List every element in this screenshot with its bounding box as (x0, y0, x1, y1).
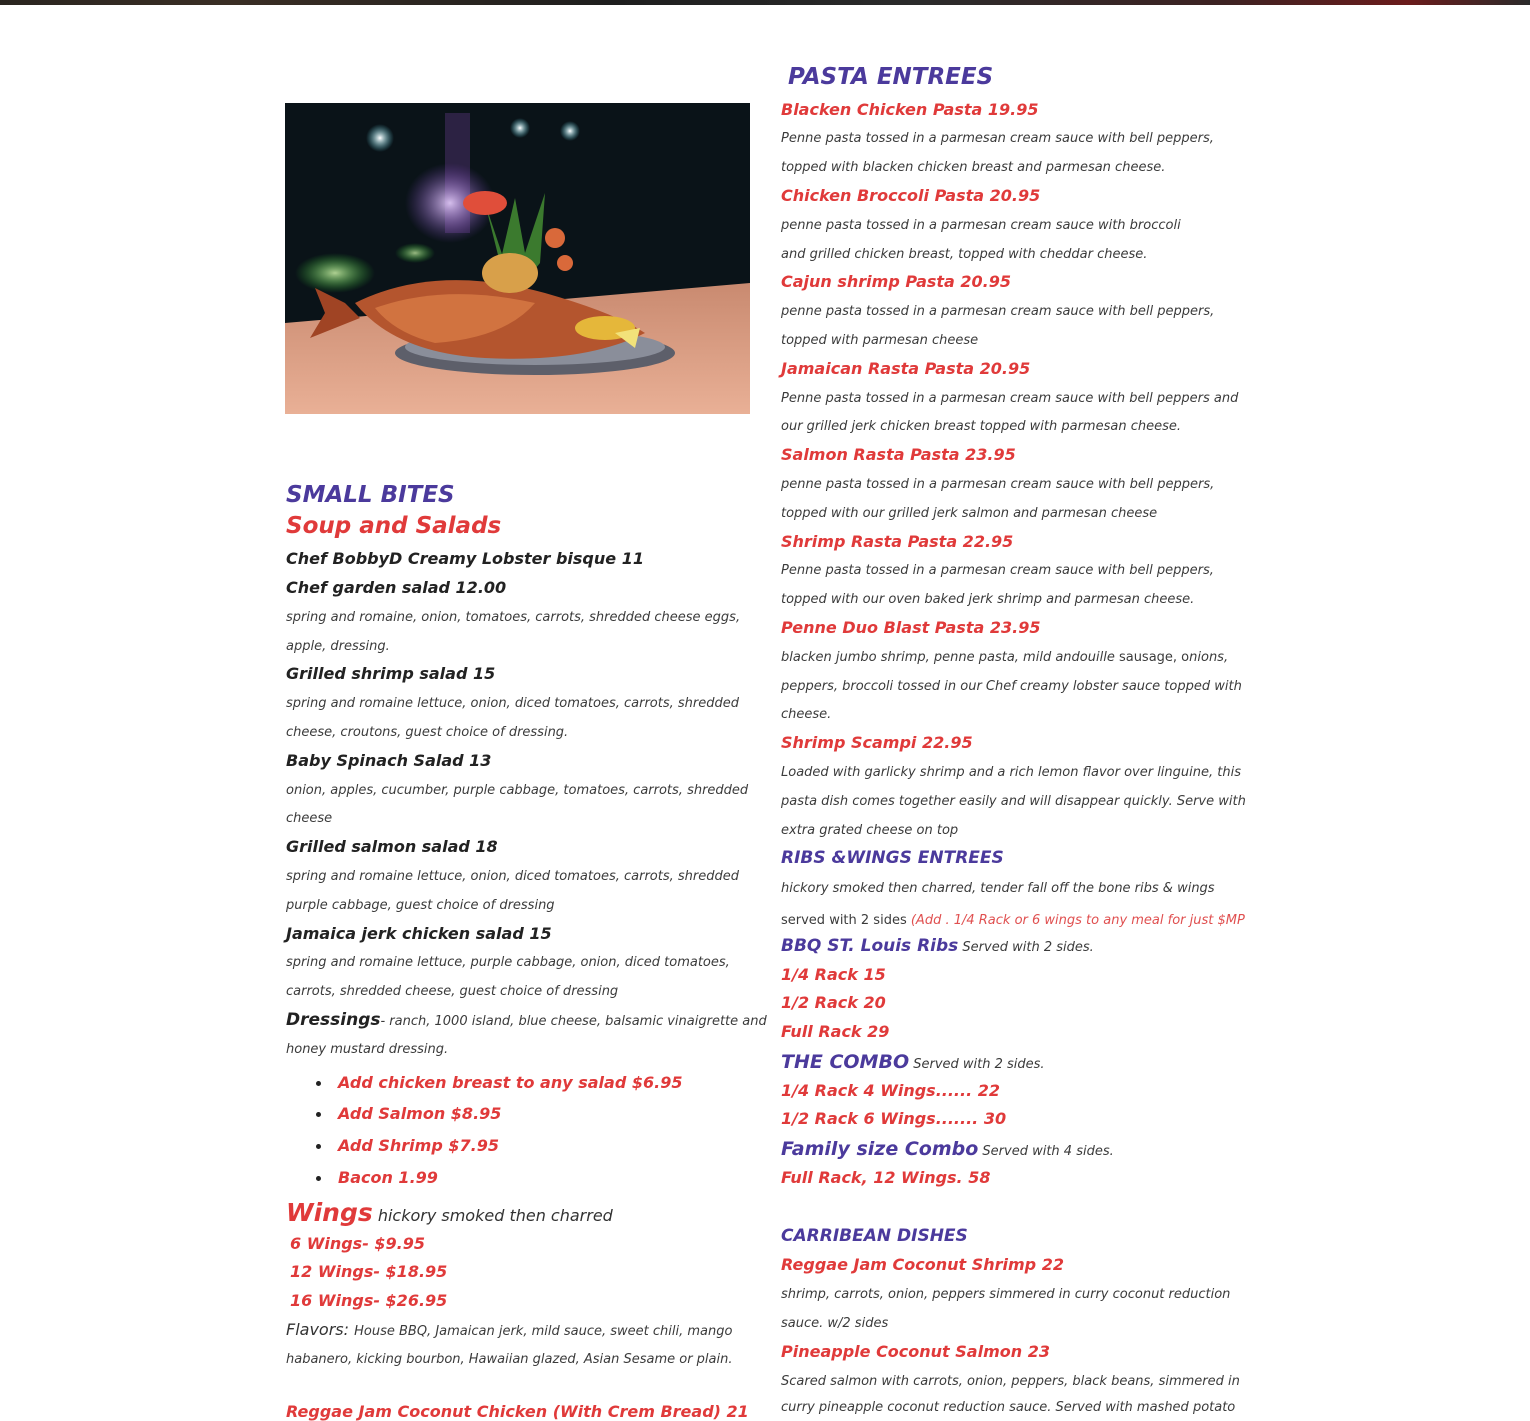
menu-item-desc: cheese (286, 811, 333, 826)
menu-item-desc: sauce. w/2 sides (781, 1316, 889, 1331)
menu-item-desc: our grilled jerk chicken breast topped with parmesan cheese. (781, 419, 1181, 434)
bbq-ribs-note: Served with 2 sides. (958, 940, 1094, 955)
wings-option: 16 Wings- $26.95 (290, 1291, 448, 1310)
family-combo-title: Family size Combo (781, 1138, 979, 1160)
hero-food-photo (285, 103, 750, 414)
desc-part: blacken jumbo shrimp, penne pasta, mild andouille (781, 650, 1119, 665)
fish-platter-image (285, 103, 750, 414)
menu-item-desc: peppers, broccoli tossed in our Chef creamy lobster sauce topped with (781, 679, 1242, 694)
menu-item-desc: apple, dressing. (286, 639, 390, 654)
menu-item-pasta: Shrimp Scampi 22.95 (781, 733, 973, 752)
wings-heading (286, 1200, 613, 1225)
menu-item-desc: extra grated cheese on top (781, 823, 959, 838)
section-title-pasta: PASTA ENTREES (788, 64, 994, 90)
ribs-served-line (781, 911, 1245, 927)
flavors-text-cont: habanero, kicking bourbon, Hawaiian glazed, Asian Sesame or plain. (286, 1352, 733, 1367)
menu-item-desc: Loaded with garlicky shrimp and a rich lemon flavor over linguine, this (781, 765, 1241, 780)
desc-part: nions, (1189, 650, 1229, 665)
combo-option: 1/4 Rack 4 Wings...... 22 (781, 1081, 1000, 1100)
family-combo-note: Served with 4 sides. (978, 1144, 1114, 1159)
combo-option: 1/2 Rack 6 Wings....... 30 (781, 1109, 1007, 1128)
menu-item-desc: pasta dish comes together easily and will disappear quickly. Serve with (781, 794, 1246, 809)
section-title-ribs: RIBS &WINGS ENTREES (781, 848, 1004, 868)
menu-item-desc: Penne pasta tossed in a parmesan cream sauce with bell peppers and (781, 391, 1239, 406)
menu-item-baby-spinach-salad: Baby Spinach Salad 13 (286, 751, 492, 770)
menu-item-desc: Penne pasta tossed in a parmesan cream sauce with bell peppers, (781, 563, 1214, 578)
dressings-label: Dressings (286, 1010, 381, 1030)
family-combo-heading (781, 1140, 1114, 1159)
bullet-icon (316, 1144, 321, 1149)
combo-heading (781, 1053, 1045, 1072)
ribs-option: 1/2 Rack 20 (781, 993, 886, 1012)
menu-item-jerk-chicken-salad: Jamaica jerk chicken salad 15 (286, 924, 552, 943)
menu-item-desc: onion, apples, cucumber, purple cabbage, tomatoes, carrots, shredded (286, 783, 749, 798)
menu-item-pasta: Chicken Broccoli Pasta 20.95 (781, 186, 1041, 205)
flavors-text: House BBQ, Jamaican jerk, mild sauce, sweet chili, mango (354, 1324, 733, 1339)
menu-item-desc: Scared salmon with carrots, onion, peppers, black beans, simmered in (781, 1374, 1240, 1389)
menu-item-desc: shrimp, carrots, onion, peppers simmered in curry coconut reduction (781, 1287, 1231, 1302)
menu-item-desc: topped with our oven baked jerk shrimp and parmesan cheese. (781, 592, 1195, 607)
dressings-text: - ranch, 1000 island, blue cheese, balsamic vinaigrette and (380, 1014, 767, 1029)
section-title-small-bites: SMALL BITES (286, 482, 455, 508)
menu-item-pasta: Shrimp Rasta Pasta 22.95 (781, 532, 1014, 551)
menu-item-desc: penne pasta tossed in a parmesan cream sauce with broccoli (781, 218, 1181, 233)
wings-option: 12 Wings- $18.95 (290, 1262, 448, 1281)
dressings-text-cont: honey mustard dressing. (286, 1042, 449, 1057)
menu-item-pasta: Cajun shrimp Pasta 20.95 (781, 272, 1012, 291)
menu-item-desc: and grilled chicken breast, topped with cheddar cheese. (781, 247, 1148, 262)
menu-item-desc: cheese, croutons, guest choice of dressing. (286, 725, 569, 740)
menu-item-desc: topped with blacken chicken breast and parmesan cheese. (781, 160, 1166, 175)
bullet-icon (316, 1081, 321, 1086)
menu-item-desc: topped with our grilled jerk salmon and parmesan cheese (781, 506, 1158, 521)
menu-item-cut-off: Reggae Jam Coconut Chicken (With Crem Bread) 21 (286, 1402, 749, 1421)
menu-item-caribbean: Reggae Jam Coconut Shrimp 22 (781, 1255, 1064, 1274)
menu-item-desc: spring and romaine lettuce, purple cabbage, onion, diced tomatoes, (286, 955, 730, 970)
menu-item-desc: purple cabbage, guest choice of dressing (286, 898, 555, 913)
wings-title: Wings (286, 1198, 373, 1227)
menu-item-caribbean: Pineapple Coconut Salmon 23 (781, 1342, 1050, 1361)
flavors-line (286, 1322, 732, 1338)
flavors-label: Flavors: (286, 1320, 350, 1339)
desc-part: sausage, o (1118, 650, 1190, 665)
bullet-icon (316, 1112, 321, 1117)
wings-tagline: hickory smoked then charred (377, 1206, 613, 1225)
menu-item-grilled-shrimp-salad: Grilled shrimp salad 15 (286, 664, 496, 683)
menu-item-desc: curry pineapple coconut reduction sauce. Served with mashed potato (781, 1400, 1236, 1415)
menu-item-pasta: Jamaican Rasta Pasta 20.95 (781, 359, 1031, 378)
header-image-strip (0, 0, 1530, 5)
menu-item-pasta: Penne Duo Blast Pasta 23.95 (781, 618, 1041, 637)
menu-item-pasta: Salmon Rasta Pasta 23.95 (781, 445, 1016, 464)
ribs-add-note: (Add . 1/4 Rack or 6 wings to any meal for just $MP (906, 913, 1245, 928)
dressings-line (286, 1012, 767, 1029)
menu-item-desc: spring and romaine, onion, tomatoes, carrots, shredded cheese eggs, (286, 610, 741, 625)
addon-item: Add Salmon $8.95 (338, 1104, 502, 1123)
bullet-icon (316, 1176, 321, 1181)
ribs-served: served with 2 sides (781, 913, 907, 928)
combo-note: Served with 2 sides. (909, 1057, 1045, 1072)
menu-item-desc: penne pasta tossed in a parmesan cream sauce with bell peppers, (781, 477, 1215, 492)
bbq-ribs-title: BBQ ST. Louis Ribs (781, 936, 959, 956)
addon-item: Add Shrimp $7.95 (338, 1136, 499, 1155)
addon-item: Bacon 1.99 (338, 1168, 438, 1187)
addon-item: Add chicken breast to any salad $6.95 (338, 1073, 683, 1092)
menu-item-garden-salad: Chef garden salad 12.00 (286, 578, 507, 597)
ribs-option: 1/4 Rack 15 (781, 965, 886, 984)
menu-item-desc: cheese. (781, 707, 832, 722)
ribs-desc: hickory smoked then charred, tender fall off the bone ribs & wings (781, 881, 1215, 896)
family-combo-option: Full Rack, 12 Wings. 58 (781, 1168, 991, 1187)
bbq-ribs-heading (781, 938, 1094, 955)
section-title-caribbean: CARRIBEAN DISHES (781, 1226, 968, 1246)
menu-item-grilled-salmon-salad: Grilled salmon salad 18 (286, 837, 498, 856)
menu-item-desc: carrots, shredded cheese, guest choice of dressing (286, 984, 619, 999)
menu-item-pasta: Blacken Chicken Pasta 19.95 (781, 100, 1039, 119)
menu-item-desc: topped with parmesan cheese (781, 333, 979, 348)
wings-option: 6 Wings- $9.95 (290, 1234, 426, 1253)
menu-item-desc (781, 651, 1228, 664)
combo-title: THE COMBO (781, 1051, 910, 1073)
menu-item-desc: spring and romaine lettuce, onion, diced tomatoes, carrots, shredded (286, 869, 739, 884)
menu-item-lobster-bisque: Chef BobbyD Creamy Lobster bisque 11 (286, 549, 644, 568)
menu-item-desc: spring and romaine lettuce, onion, diced tomatoes, carrots, shredded (286, 696, 739, 711)
menu-item-desc: Penne pasta tossed in a parmesan cream sauce with bell peppers, (781, 131, 1214, 146)
section-subtitle-soup-salads: Soup and Salads (286, 513, 502, 539)
ribs-option: Full Rack 29 (781, 1022, 890, 1041)
menu-item-desc: penne pasta tossed in a parmesan cream sauce with bell peppers, (781, 304, 1215, 319)
